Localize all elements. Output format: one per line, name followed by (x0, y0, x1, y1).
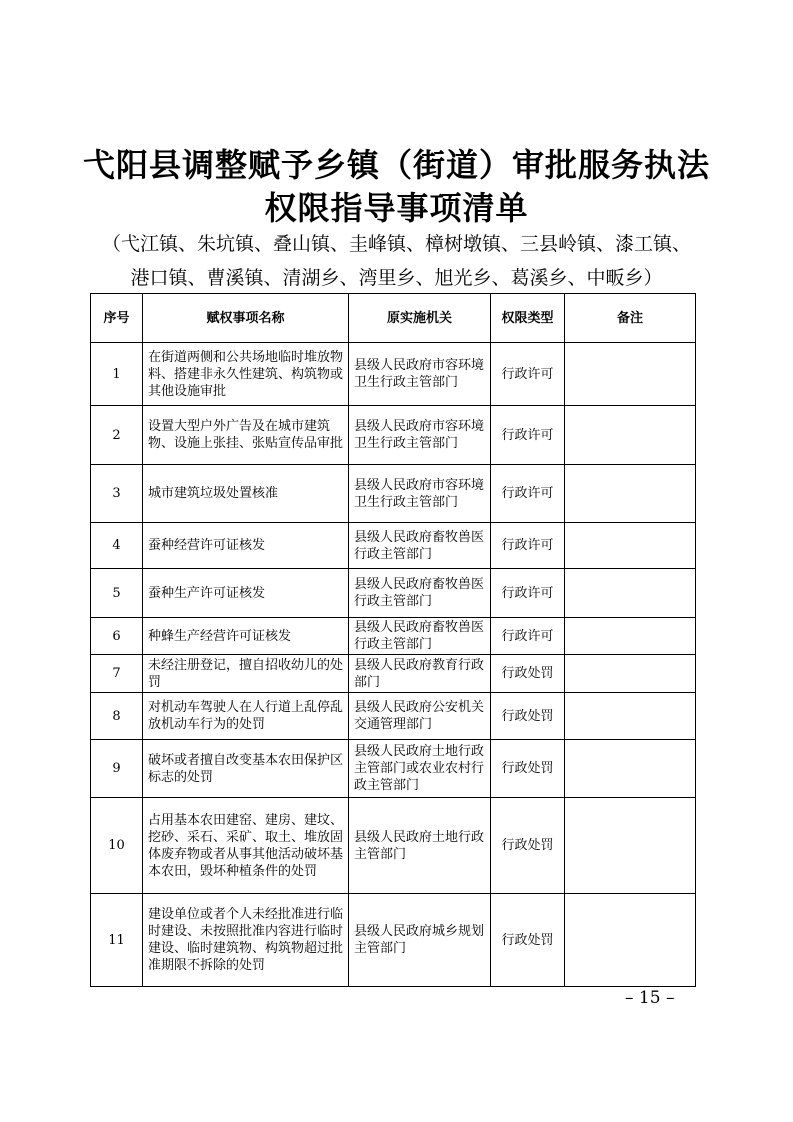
table-row (91, 523, 696, 569)
row-note (565, 693, 696, 740)
header-name: 赋权事项名称 (143, 294, 349, 343)
page-number: – 15 – (625, 988, 675, 1008)
row-type: 行政处罚 (491, 693, 565, 740)
row-note (565, 406, 696, 465)
table-row (91, 693, 696, 740)
row-name: 建设单位或者个人未经批准进行临时建设、未按照批准内容进行临时建设、临时建筑物、构筑物超过批准期限不拆除的处罚 (143, 894, 349, 987)
row-name: 占用基本农田建窑、建房、建坟、挖砂、采石、采矿、取土、堆放固体废弃物或者从事其他活动破坏基本农田，毁坏种植条件的处罚 (143, 798, 349, 894)
header-note: 备注 (565, 294, 696, 343)
row-type: 行政许可 (491, 343, 565, 406)
row-agency: 县级人民政府城乡规划主管部门 (349, 894, 491, 987)
row-agency: 县级人民政府市容环境卫生行政主管部门 (349, 343, 491, 406)
table-row (91, 798, 696, 894)
document-title-line-2: 权限指导事项清单 (264, 189, 529, 227)
row-name: 蚕种生产许可证核发 (143, 569, 349, 618)
row-name: 在街道两侧和公共场地临时堆放物料、搭建非永久性建筑、构筑物或其他设施审批 (143, 343, 349, 406)
table-row (91, 894, 696, 987)
document-title-line-1: 弋阳县调整赋予乡镇（街道）审批服务执法 (82, 146, 710, 184)
header-type: 权限类型 (491, 294, 565, 343)
row-agency: 县级人民政府教育行政部门 (349, 655, 491, 693)
row-type: 行政处罚 (491, 894, 565, 987)
row-seq: 6 (91, 618, 143, 655)
row-agency: 县级人民政府土地行政主管部门或农业农村行政主管部门 (349, 740, 491, 798)
row-name: 破坏或者擅自改变基本农田保护区标志的处罚 (143, 740, 349, 798)
table-row (91, 569, 696, 618)
row-type: 行政处罚 (491, 798, 565, 894)
table-row (91, 343, 696, 406)
row-seq: 8 (91, 693, 143, 740)
row-seq: 5 (91, 569, 143, 618)
row-note (565, 465, 696, 523)
row-type: 行政许可 (491, 465, 565, 523)
row-seq: 3 (91, 465, 143, 523)
row-note (565, 655, 696, 693)
row-seq: 1 (91, 343, 143, 406)
row-note (565, 798, 696, 894)
row-agency: 县级人民政府土地行政主管部门 (349, 798, 491, 894)
row-seq: 7 (91, 655, 143, 693)
row-note (565, 343, 696, 406)
row-name: 种蜂生产经营许可证核发 (143, 618, 349, 655)
table-header-row (91, 294, 696, 343)
row-note (565, 569, 696, 618)
row-type: 行政许可 (491, 618, 565, 655)
row-name: 设置大型户外广告及在城市建筑物、设施上张挂、张贴宣传品审批 (143, 406, 349, 465)
header-agency: 原实施机关 (349, 294, 491, 343)
document-subtitle-line-1: （弋江镇、朱坑镇、叠山镇、圭峰镇、樟树墩镇、三县岭镇、漆工镇、 (101, 233, 691, 255)
row-note (565, 894, 696, 987)
row-type: 行政许可 (491, 406, 565, 465)
row-name: 对机动车驾驶人在人行道上乱停乱放机动车行为的处罚 (143, 693, 349, 740)
row-agency: 县级人民政府畜牧兽医行政主管部门 (349, 569, 491, 618)
table-row (91, 618, 696, 655)
table-row (91, 740, 696, 798)
row-agency: 县级人民政府市容环境卫生行政主管部门 (349, 465, 491, 523)
row-agency: 县级人民政府畜牧兽医行政主管部门 (349, 523, 491, 569)
row-seq: 2 (91, 406, 143, 465)
table-row (91, 406, 696, 465)
row-type: 行政处罚 (491, 740, 565, 798)
row-agency: 县级人民政府市容环境卫生行政主管部门 (349, 406, 491, 465)
row-seq: 10 (91, 798, 143, 894)
row-name: 蚕种经营许可证核发 (143, 523, 349, 569)
row-seq: 4 (91, 523, 143, 569)
table-row (91, 465, 696, 523)
row-agency: 县级人民政府公安机关交通管理部门 (349, 693, 491, 740)
row-note (565, 523, 696, 569)
row-note (565, 740, 696, 798)
row-type: 行政处罚 (491, 655, 565, 693)
row-name: 未经注册登记，擅自招收幼儿的处罚 (143, 655, 349, 693)
document-subtitle-line-2: 港口镇、曹溪镇、清湖乡、湾里乡、旭光乡、葛溪乡、中畈乡） (130, 267, 663, 289)
row-type: 行政许可 (491, 523, 565, 569)
row-seq: 9 (91, 740, 143, 798)
row-note (565, 618, 696, 655)
row-type: 行政许可 (491, 569, 565, 618)
matters-table (90, 293, 696, 987)
row-agency: 县级人民政府畜牧兽医行政主管部门 (349, 618, 491, 655)
row-name: 城市建筑垃圾处置核准 (143, 465, 349, 523)
table-row (91, 655, 696, 693)
row-seq: 11 (91, 894, 143, 987)
header-seq: 序号 (91, 294, 143, 343)
